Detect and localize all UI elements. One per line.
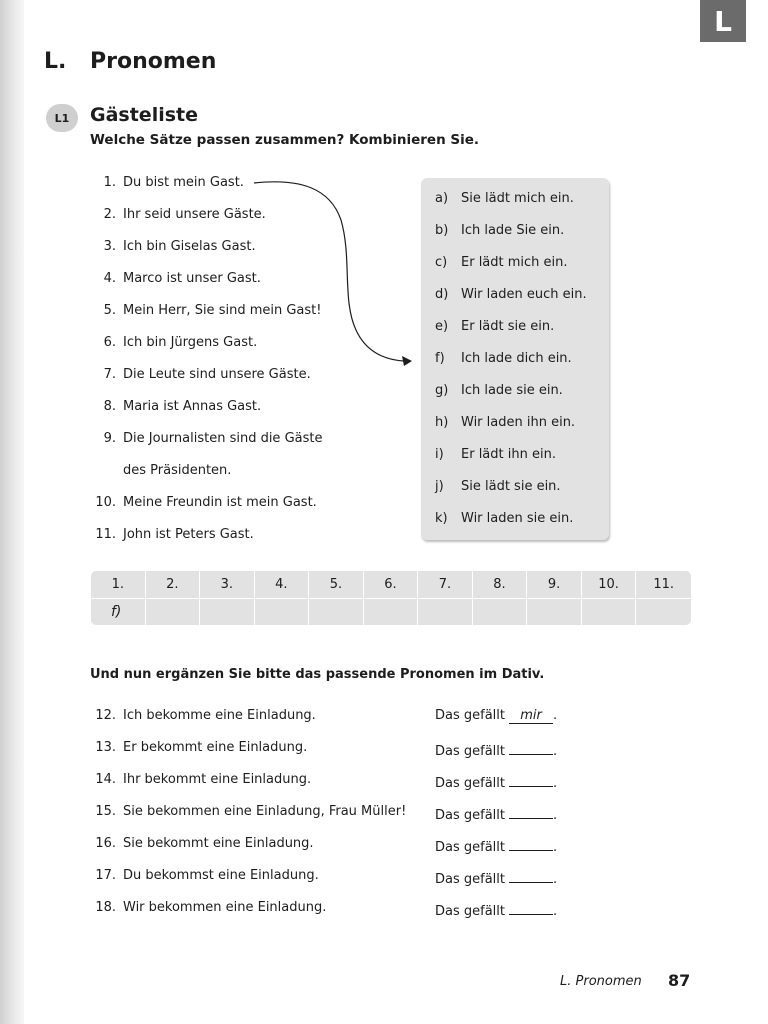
- dativ-reply-text: Das gefällt: [435, 904, 505, 919]
- answer-grid-header: 3.: [200, 571, 255, 599]
- option-letter: g): [435, 383, 449, 398]
- sentence-text: des Präsidenten.: [123, 463, 232, 478]
- sentence-number: 4.: [103, 271, 116, 286]
- answer-cell[interactable]: [473, 599, 528, 625]
- dativ-reply-end: .: [553, 808, 558, 823]
- dativ-reply: [435, 772, 557, 791]
- exercise-instruction: Welche Sätze passen zusammen? Kombinieren Sie.: [90, 132, 480, 148]
- option-text: Wir laden sie ein.: [461, 511, 574, 526]
- sentence-number: 5.: [103, 303, 116, 318]
- sentence-text: Mein Herr, Sie sind mein Gast!: [123, 303, 322, 318]
- dativ-answer-blank[interactable]: [509, 868, 553, 883]
- dativ-text: Wir bekommen eine Einladung.: [123, 900, 327, 915]
- option-text: Ich lade dich ein.: [461, 351, 572, 366]
- option-text: Er lädt sie ein.: [461, 319, 555, 334]
- sentence-text: John ist Peters Gast.: [123, 527, 254, 542]
- sentence-text: Du bist mein Gast.: [123, 175, 244, 190]
- dativ-reply-end: .: [553, 776, 558, 791]
- dativ-answer-blank[interactable]: [509, 772, 553, 787]
- dativ-reply-text: Das gefällt: [435, 872, 505, 887]
- option-letter: d): [435, 287, 449, 302]
- chapter-title: Pronomen: [90, 49, 217, 74]
- dativ-answer-blank[interactable]: [509, 836, 553, 851]
- option-text: Wir laden euch ein.: [461, 287, 587, 302]
- answer-grid-answer-row: [91, 599, 691, 625]
- answer-grid-header: 11.: [636, 571, 691, 599]
- answer-grid-header: 6.: [364, 571, 419, 599]
- dativ-text: Sie bekommen eine Einladung, Frau Müller!: [123, 804, 407, 819]
- option-letter: i): [435, 447, 444, 462]
- sentence-number: 11.: [95, 527, 116, 542]
- dativ-reply: [435, 868, 557, 887]
- option-letter: j): [435, 479, 444, 494]
- dativ-number: 13.: [95, 740, 116, 755]
- option-letter: e): [435, 319, 449, 334]
- answer-cell[interactable]: [255, 599, 310, 625]
- answer-grid-header: 5.: [309, 571, 364, 599]
- sentence-text: Die Journalisten sind die Gäste: [123, 431, 323, 446]
- sentence-text: Die Leute sind unsere Gäste.: [123, 367, 311, 382]
- dativ-number: 18.: [95, 900, 116, 915]
- sentence-number: 8.: [103, 399, 116, 414]
- dativ-instruction: Und nun ergänzen Sie bitte das passende Pronomen im Dativ.: [90, 667, 545, 682]
- dativ-number: 15.: [95, 804, 116, 819]
- answer-cell[interactable]: [364, 599, 419, 625]
- dativ-reply: [435, 836, 557, 855]
- chapter-corner-tab: L: [700, 0, 746, 42]
- sentence-number: 1.: [103, 175, 116, 190]
- answer-cell[interactable]: f): [91, 599, 146, 625]
- answer-cell[interactable]: [309, 599, 364, 625]
- option-text: Sie lädt mich ein.: [461, 191, 574, 206]
- dativ-number: 14.: [95, 772, 116, 787]
- dativ-reply-end: .: [553, 708, 558, 723]
- answer-grid-header: 7.: [418, 571, 473, 599]
- dativ-reply: [435, 900, 557, 919]
- sentence-number: 6.: [103, 335, 116, 350]
- answer-grid-header: 10.: [582, 571, 637, 599]
- dativ-reply-text: Das gefällt: [435, 808, 505, 823]
- dativ-reply-end: .: [553, 840, 558, 855]
- answer-cell[interactable]: [527, 599, 582, 625]
- dativ-reply-end: .: [553, 744, 558, 759]
- scan-edge-shadow: [0, 0, 24, 1024]
- dativ-answer-blank[interactable]: mir: [509, 709, 553, 724]
- sentence-number: 7.: [103, 367, 116, 382]
- option-letter: f): [435, 351, 445, 366]
- dativ-text: Ich bekomme eine Einladung.: [123, 708, 316, 723]
- option-letter: b): [435, 223, 449, 238]
- footer-chapter-label: L. Pronomen: [560, 974, 642, 989]
- dativ-reply-end: .: [553, 904, 558, 919]
- exercise-badge: L1: [46, 104, 78, 132]
- answer-cell[interactable]: [200, 599, 255, 625]
- dativ-number: 17.: [95, 868, 116, 883]
- dativ-reply-text: Das gefällt: [435, 744, 505, 759]
- answer-grid-header: 8.: [473, 571, 528, 599]
- dativ-reply-text: Das gefällt: [435, 708, 505, 723]
- options-box: [421, 178, 609, 540]
- answer-grid-header-row: [91, 571, 691, 599]
- dativ-reply: [435, 804, 557, 823]
- answer-grid-header: 2.: [146, 571, 201, 599]
- option-text: Ich lade sie ein.: [461, 383, 563, 398]
- dativ-text: Er bekommt eine Einladung.: [123, 740, 308, 755]
- sentence-text: Maria ist Annas Gast.: [123, 399, 262, 414]
- dativ-reply-end: .: [553, 872, 558, 887]
- sentence-text: Ich bin Jürgens Gast.: [123, 335, 258, 350]
- option-letter: k): [435, 511, 448, 526]
- dativ-answer-blank[interactable]: [509, 740, 553, 755]
- answer-grid-header: 4.: [255, 571, 310, 599]
- option-text: Er lädt mich ein.: [461, 255, 568, 270]
- option-text: Wir laden ihn ein.: [461, 415, 576, 430]
- dativ-number: 16.: [95, 836, 116, 851]
- dativ-number: 12.: [95, 708, 116, 723]
- arrow-head-icon: [402, 356, 412, 366]
- sentence-text: Ihr seid unsere Gäste.: [123, 207, 266, 222]
- dativ-reply: [435, 708, 557, 724]
- option-text: Sie lädt sie ein.: [461, 479, 561, 494]
- dativ-reply-text: Das gefällt: [435, 776, 505, 791]
- answer-grid-header: 1.: [91, 571, 146, 599]
- sentence-number: 9.: [103, 431, 116, 446]
- option-letter: a): [435, 191, 449, 206]
- sentence-number: 3.: [103, 239, 116, 254]
- answer-cell[interactable]: [582, 599, 637, 625]
- option-text: Ich lade Sie ein.: [461, 223, 565, 238]
- dativ-text: Du bekommst eine Einladung.: [123, 868, 319, 883]
- sentence-number: 10.: [95, 495, 116, 510]
- answer-cell[interactable]: [418, 599, 473, 625]
- page-number: 87: [668, 971, 691, 990]
- answer-cell[interactable]: [146, 599, 201, 625]
- option-letter: c): [435, 255, 448, 270]
- option-letter: h): [435, 415, 449, 430]
- dativ-text: Sie bekommt eine Einladung.: [123, 836, 314, 851]
- sentence-text: Ich bin Giselas Gast.: [123, 239, 256, 254]
- arrow-curve: [254, 182, 404, 361]
- answer-grid: [91, 571, 691, 625]
- chapter-letter: L.: [44, 49, 67, 74]
- option-text: Er lädt ihn ein.: [461, 447, 556, 462]
- answer-grid-header: 9.: [527, 571, 582, 599]
- dativ-reply-text: Das gefällt: [435, 840, 505, 855]
- dativ-answer-blank[interactable]: [509, 900, 553, 915]
- sentence-text: Marco ist unser Gast.: [123, 271, 261, 286]
- sentence-number: 2.: [103, 207, 116, 222]
- dativ-text: Ihr bekommt eine Einladung.: [123, 772, 312, 787]
- exercise-title: Gästeliste: [90, 104, 198, 126]
- dativ-reply: [435, 740, 557, 759]
- dativ-answer-blank[interactable]: [509, 804, 553, 819]
- answer-cell[interactable]: [636, 599, 691, 625]
- sentence-text: Meine Freundin ist mein Gast.: [123, 495, 317, 510]
